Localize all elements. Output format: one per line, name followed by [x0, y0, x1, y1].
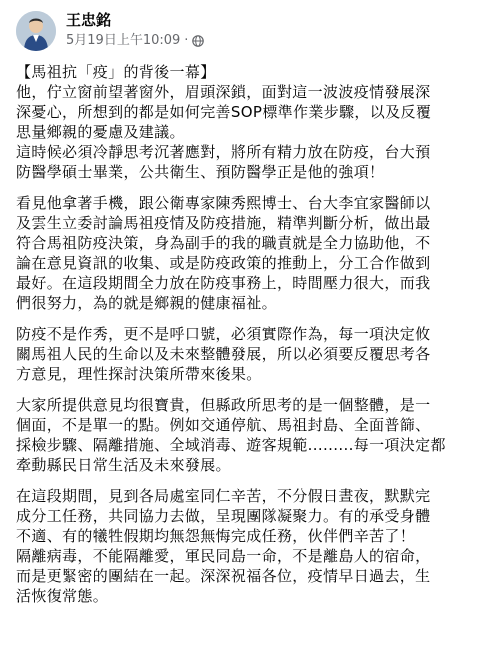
text-line: 符合馬祖防疫決策，身為副手的我的職責就是全力協助他，不: [16, 234, 431, 252]
text-line: 大家所提供意見均很寶貴，但縣政所思考的是一個整體，是一: [16, 396, 431, 414]
text-line: 而是更緊密的團結在一起。深深祝福各位，疫情早日過去，生: [16, 567, 431, 585]
text-line: 深憂心，所想到的都是如何完善SOP標準作業步驟，以及反覆: [16, 103, 432, 121]
text-line: 在這段期間，見到各局處室同仁辛苦，不分假日晝夜，默默完: [16, 487, 431, 505]
text-line: 他，佇立窗前望著窗外，眉頭深鎖，面對這一波波疫情發展深: [16, 83, 431, 101]
post-paragraph: [16, 324, 476, 384]
post-header: [0, 0, 489, 62]
globe-icon[interactable]: [192, 35, 204, 47]
text-line: 最好。在這段期間全力放在防疫事務上，時間壓力很大，而我: [16, 274, 431, 292]
text-line: 這時候必須冷靜思考沉著應對，將所有精力放在防疫，台大預: [16, 143, 431, 161]
text-line: 個面，不是單一的點。例如交通停航、馬祖封島、全面普篩、: [16, 416, 431, 434]
text-line: 們很努力，為的就是鄉親的健康福祉。: [16, 294, 277, 312]
post-body: [16, 62, 476, 617]
text-line: 牽動縣民日常生活及未來發展。: [16, 456, 231, 474]
text-line: 隔離病毒，不能隔離愛，軍民同島一命，不是離島人的宿命，: [16, 547, 431, 565]
text-line: 成分工任務，共同協力去做，呈現團隊凝聚力。有的承受身體: [16, 507, 431, 525]
meta-separator: ·: [184, 33, 189, 48]
text-line: 不適、有的犧牲假期均無怨無悔完成任務，伙伴們辛苦了！: [16, 527, 416, 545]
text-line: 關馬祖人民的生命以及未來整體發展，所以必須要反覆思考各: [16, 345, 431, 363]
profile-photo-icon: [16, 11, 56, 51]
text-line: 防醫學碩士畢業，公共衛生、預防醫學正是他的強項！: [16, 163, 385, 181]
text-line: 看見他拿著手機，跟公衛專家陳秀熙博士、台大李宜家醫師以: [16, 194, 431, 212]
text-line: 論在意見資訊的收集、或是防疫政策的推動上，分工合作做到: [16, 254, 431, 272]
post-paragraph: [16, 486, 476, 606]
post-paragraph: [16, 395, 476, 475]
post-title: 【馬祖抗「疫」的背後一幕】: [16, 63, 216, 81]
text-line: 及雲生立委討論馬祖疫情及防疫措施，精準判斷分析，做出最: [16, 214, 431, 232]
text-line: 思量鄉親的憂慮及建議。: [16, 123, 185, 141]
text-line: 活恢復常態。: [16, 587, 109, 605]
post-timestamp[interactable]: 5月19日上午10:09: [66, 33, 181, 48]
text-line: 防疫不是作秀，更不是呼口號，必須實際作為，每一項決定攸: [16, 325, 431, 343]
author-name[interactable]: 王忠銘: [66, 11, 112, 29]
author-avatar[interactable]: [16, 11, 56, 51]
post-meta: [66, 32, 204, 50]
text-line: 採檢步驟、隔離措施、全域消毒、遊客規範.........每一項決定都: [16, 436, 446, 454]
text-line: 方意見，理性探討決策所帶來後果。: [16, 365, 262, 383]
post-paragraph: [16, 193, 476, 313]
post-paragraph: [16, 62, 476, 182]
